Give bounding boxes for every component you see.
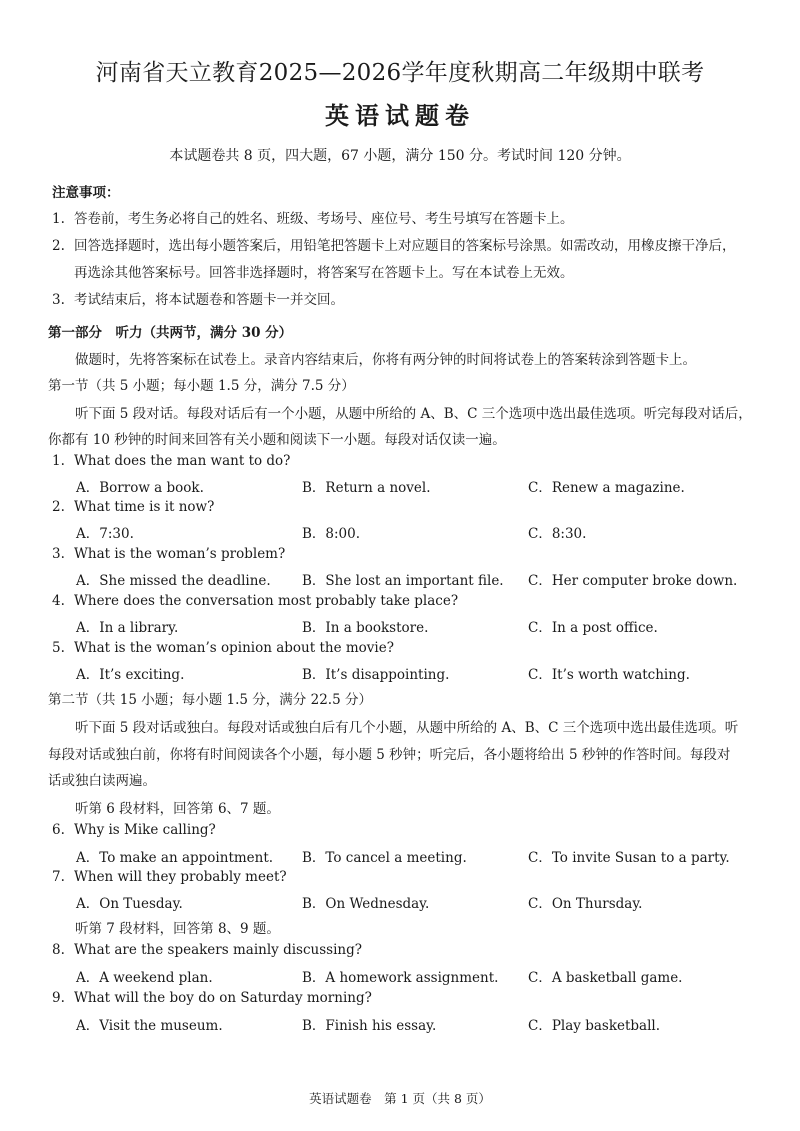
option-a: A．It’s exciting. xyxy=(76,667,185,683)
option-a: A．A weekend plan. xyxy=(76,970,213,986)
option-c: C．In a post office. xyxy=(528,620,658,636)
note-item-3 xyxy=(52,288,344,308)
question-1 xyxy=(52,453,290,469)
option-b: B．On Wednesday. xyxy=(302,896,430,912)
question-number: 1. xyxy=(52,453,65,469)
question-number: 4. xyxy=(52,593,65,609)
question-text: Why is Mike calling? xyxy=(74,822,216,838)
question-number: 5. xyxy=(52,640,65,656)
question-text: What are the speakers mainly discussing? xyxy=(74,942,362,958)
exam-title: 河南省天立教育2025—2026学年度秋期高二年级期中联考 xyxy=(95,60,705,86)
section1-instruction-line1: 听下面 5 段对话。每段对话后有一个小题，从题中所给的 A、B、C 三个选项中选出最佳选项。听完每段对话后， xyxy=(75,406,752,422)
question-text: What does the man want to do? xyxy=(74,453,291,469)
page-footer: 英语试题卷 第 1 页（共 8 页） xyxy=(309,1091,491,1106)
option-b: B．She lost an important file. xyxy=(302,573,504,589)
note-text: 考试结束后，将本试题卷和答题卡一并交回。 xyxy=(74,292,344,308)
note-text: 答卷前，考生务必将自己的姓名、班级、考场号、座位号、考生号填写在答题卡上。 xyxy=(74,211,574,227)
section1-heading: 第一节（共 5 小题；每小题 1.5 分，满分 7.5 分） xyxy=(48,378,355,394)
option-a: A．In a library. xyxy=(76,620,179,636)
option-a: A．To make an appointment. xyxy=(76,850,274,866)
option-c: C．On Thursday. xyxy=(528,896,643,912)
question-number: 9. xyxy=(52,990,65,1006)
exam-subtitle: 英语试题卷 xyxy=(325,101,475,130)
note-number: 2. xyxy=(52,238,65,254)
part1-instruction: 做题时，先将答案标在试卷上。录音内容结束后，你将有两分钟的时间将试卷上的答案转涂到答题卡上。 xyxy=(75,352,696,368)
section2-instruction-line2: 每段对话或独白前，你将有时间阅读各个小题，每小题 5 秒钟；听完后，各小题将给出 5 秒钟的作答时间。每段对 xyxy=(48,747,731,763)
question-9 xyxy=(52,990,372,1006)
question-text: What is the woman’s problem? xyxy=(74,546,286,562)
question-number: 2. xyxy=(52,499,65,515)
question-2 xyxy=(52,499,214,515)
note-item-2-continued: 再选涂其他答案标号。回答非选择题时，将答案写在答题卡上。写在本试卷上无效。 xyxy=(74,265,574,281)
note-number: 1. xyxy=(52,211,65,227)
part1-heading: 第一部分 听力（共两节，满分 30 分） xyxy=(48,325,293,341)
question-text: When will they probably meet? xyxy=(74,869,287,885)
question-text: What is the woman’s opinion about the movie? xyxy=(74,640,394,656)
question-3 xyxy=(52,546,285,562)
section2-heading: 第二节（共 15 小题；每小题 1.5 分，满分 22.5 分） xyxy=(48,692,372,708)
option-c: C．To invite Susan to a party. xyxy=(528,850,730,866)
question-number: 7. xyxy=(52,869,65,885)
note-number: 3. xyxy=(52,292,65,308)
exam-info: 本试题卷共 8 页，四大题，67 小题，满分 150 分。考试时间 120 分钟。 xyxy=(169,148,631,164)
option-a: A．Borrow a book. xyxy=(76,480,204,496)
option-b: B．Return a novel. xyxy=(302,480,431,496)
material-6-label: 听第 6 段材料，回答第 6、7 题。 xyxy=(75,801,280,817)
option-c: C．It’s worth watching. xyxy=(528,667,690,683)
option-b: B．In a bookstore. xyxy=(302,620,429,636)
material-7-label: 听第 7 段材料，回答第 8、9 题。 xyxy=(75,921,280,937)
note-item-2 xyxy=(52,234,736,254)
section2-instruction-line3: 话或独白读两遍。 xyxy=(48,773,156,789)
question-text: What time is it now? xyxy=(74,499,215,515)
notes-heading: 注意事项： xyxy=(52,185,120,201)
option-c: C．Renew a magazine. xyxy=(528,480,685,496)
question-text: What will the boy do on Saturday morning? xyxy=(74,990,372,1006)
section1-instruction-line2: 你都有 10 秒钟的时间来回答有关小题和阅读下一小题。每段对话仅读一遍。 xyxy=(48,432,506,448)
option-c: C．Play basketball. xyxy=(528,1018,661,1034)
question-number: 3. xyxy=(52,546,65,562)
question-6 xyxy=(52,822,216,838)
question-number: 6. xyxy=(52,822,65,838)
question-7 xyxy=(52,869,287,885)
option-a: A．7:30. xyxy=(76,526,134,542)
question-8 xyxy=(52,942,362,958)
option-a: A．She missed the deadline. xyxy=(76,573,271,589)
option-c: C．A basketball game. xyxy=(528,970,683,986)
option-b: B．8:00. xyxy=(302,526,361,542)
option-a: A．On Tuesday. xyxy=(76,896,183,912)
option-b: B．Finish his essay. xyxy=(302,1018,437,1034)
option-b: B．A homework assignment. xyxy=(302,970,499,986)
option-a: A．Visit the museum. xyxy=(76,1018,223,1034)
option-b: B．It’s disappointing. xyxy=(302,667,450,683)
question-text: Where does the conversation most probably take place? xyxy=(74,593,459,609)
question-4 xyxy=(52,593,458,609)
note-text: 回答选择题时，选出每小题答案后，用铅笔把答题卡上对应题目的答案标号涂黑。如需改动，用橡皮擦干净后， xyxy=(74,238,736,254)
note-item-1 xyxy=(52,207,574,227)
option-c: C．Her computer broke down. xyxy=(528,573,738,589)
section2-instruction-line1: 听下面 5 段对话或独白。每段对话或独白后有几个小题，从题中所给的 A、B、C 三个选项中选出最佳选项。听 xyxy=(75,720,739,736)
question-5 xyxy=(52,640,394,656)
question-number: 8. xyxy=(52,942,65,958)
option-c: C．8:30. xyxy=(528,526,587,542)
option-b: B．To cancel a meeting. xyxy=(302,850,467,866)
